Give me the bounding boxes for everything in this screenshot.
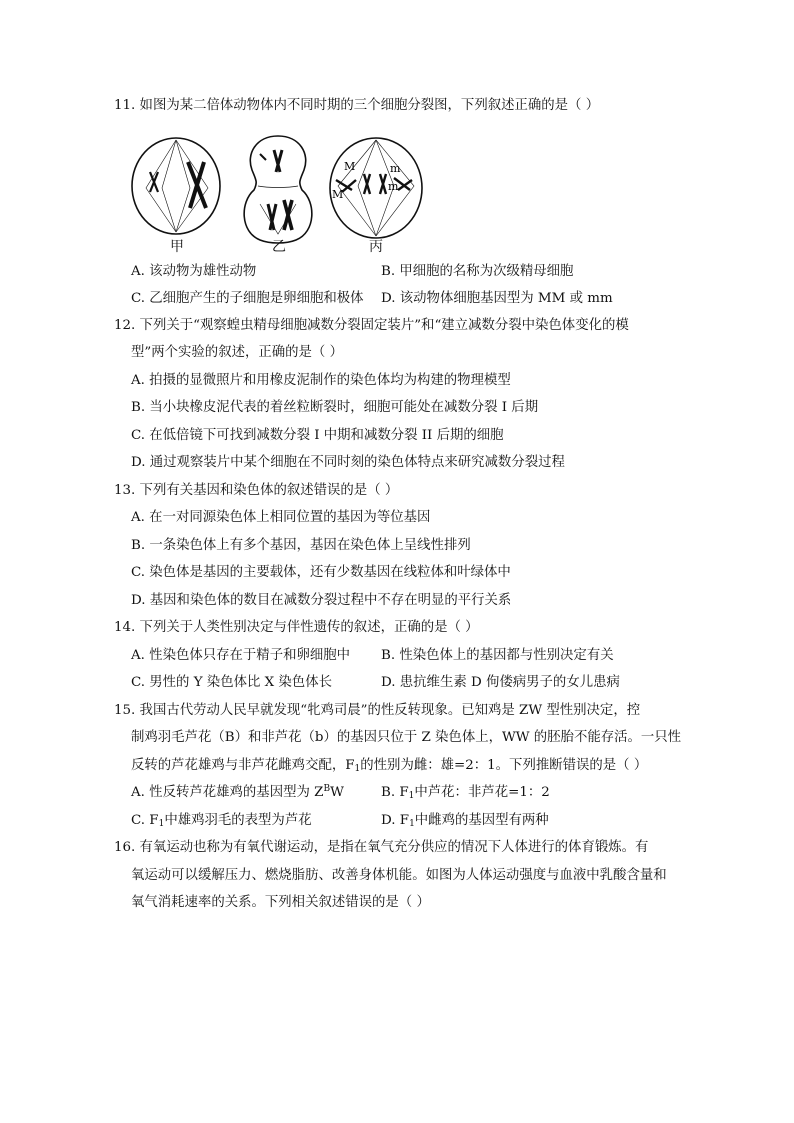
q15-stem-line3 <box>131 756 647 776</box>
q15-b-text: B. F <box>381 785 409 800</box>
cell-bing <box>330 138 422 238</box>
q13-option-b: B. 一条染色体上有多个基因，基因在染色体上呈线性排列 <box>131 538 471 553</box>
q15-d-text: D. F <box>381 813 410 828</box>
q15-a-text: A. 性反转芦花雄鸡的基因型为 Z <box>131 785 324 800</box>
q15-d-text-end: 中雌鸡的基因型有两种 <box>414 813 549 828</box>
q11-option-b: B. 甲细胞的名称为次级精母细胞 <box>381 264 574 279</box>
q12-stem-line1: 12. 下列关于“观察蝗虫精母细胞减数分裂固定装片”和“建立减数分裂中染色体变化的模 <box>114 318 629 333</box>
q16-stem-line1: 16. 有氧运动也称为有氧代谢运动，是指在氧气充分供应的情况下人体进行的体育锻炼。有 <box>114 840 649 855</box>
figure-label-bing: 丙 <box>369 239 383 255</box>
q16-stem-line3: 氧气消耗速率的关系。下列相关叙述错误的是（ ） <box>131 895 430 910</box>
q12-option-b: B. 当小块橡皮泥代表的着丝粒断裂时，细胞可能处在减数分裂 I 后期 <box>131 400 539 415</box>
q16-stem-line2: 氧运动可以缓解压力、燃烧脂肪、改善身体机能。如图为人体运动强度与血液中乳酸含量和 <box>131 868 667 883</box>
q15-c-text: C. F <box>131 813 159 828</box>
q12-option-d: D. 通过观察装片中某个细胞在不同时刻的染色体特点来研究减数分裂过程 <box>131 455 565 470</box>
figure-label-yi: 乙 <box>272 239 286 255</box>
gene-label-M1: M <box>344 160 356 173</box>
q11-option-d: D. 该动物体细胞基因型为 MM 或 mm <box>381 291 613 306</box>
q13-stem: 13. 下列有关基因和染色体的叙述错误的是（ ） <box>114 483 399 498</box>
gene-label-M2: M <box>332 188 344 201</box>
q15-stem3-text-a: 反转的芦花雄鸡与非芦花雌鸡交配，F <box>131 758 355 773</box>
q15-a-superscript: B <box>323 784 331 794</box>
q14-option-a: A. 性染色体只存在于精子和卵细胞中 <box>131 648 351 663</box>
cell-jia <box>132 138 220 234</box>
q15-a-text-end: W <box>330 785 344 800</box>
q11-stem: 11. 如图为某二倍体动物体内不同时期的三个细胞分裂图，下列叙述正确的是（ ） <box>114 98 600 113</box>
q14-option-d: D. 患抗维生素 D 佝偻病男子的女儿患病 <box>381 675 620 690</box>
q15-stem3-subscript: 1 <box>354 764 361 774</box>
q14-option-b: B. 性染色体上的基因都与性别决定有关 <box>381 648 614 663</box>
q15-c-subscript: 1 <box>158 819 165 829</box>
q15-b-subscript: 1 <box>408 791 415 801</box>
q15-option-a <box>131 783 344 803</box>
q13-option-c: C. 染色体是基因的主要载体，还有少数基因在线粒体和叶绿体中 <box>131 565 511 580</box>
q15-stem-line1: 15. 我国古代劳动人民早就发现“牝鸡司晨”的性反转现象。已知鸡是 ZW 型性别决定，控 <box>114 703 641 718</box>
q15-option-d <box>381 811 549 831</box>
q15-c-text-end: 中雄鸡羽毛的表型为芦花 <box>164 813 312 828</box>
figure-label-jia: 甲 <box>170 239 184 255</box>
q15-d-subscript: 1 <box>409 819 415 829</box>
gene-label-m2: m <box>388 180 399 193</box>
q12-option-a: A. 拍摄的显微照片和用橡皮泥制作的染色体均为构建的物理模型 <box>131 373 511 388</box>
q12-option-c: C. 在低倍镜下可找到减数分裂 I 中期和减数分裂 II 后期的细胞 <box>131 428 504 443</box>
q15-option-b <box>381 783 550 803</box>
q15-b-text-end: 中芦花：非芦花=1：2 <box>414 785 550 800</box>
q11-option-c: C. 乙细胞产生的子细胞是卵细胞和极体 <box>131 291 364 306</box>
cell-yi <box>244 136 312 243</box>
q13-option-d: D. 基因和染色体的数目在减数分裂过程中不存在明显的平行关系 <box>131 593 512 608</box>
q14-stem: 14. 下列关于人类性别决定与伴性遗传的叙述，正确的是（ ） <box>114 620 479 635</box>
gene-label-m1: m <box>390 162 401 175</box>
q15-stem3-text-b: 的性别为雌：雄=2：1。下列推断错误的是（ ） <box>360 758 648 773</box>
q11-option-a: A. 该动物为雄性动物 <box>131 264 257 279</box>
q12-stem-line2: 型”两个实验的叙述，正确的是（ ） <box>131 345 343 360</box>
q15-stem-line2: 制鸡羽毛芦花（B）和非芦花（b）的基因只位于 Z 染色体上，WW 的胚胎不能存活。一只性 <box>131 730 682 745</box>
q14-option-c: C. 男性的 Y 染色体比 X 染色体长 <box>131 675 332 690</box>
q13-option-a: A. 在一对同源染色体上相同位置的基因为等位基因 <box>131 510 431 525</box>
q15-option-c <box>131 811 312 831</box>
